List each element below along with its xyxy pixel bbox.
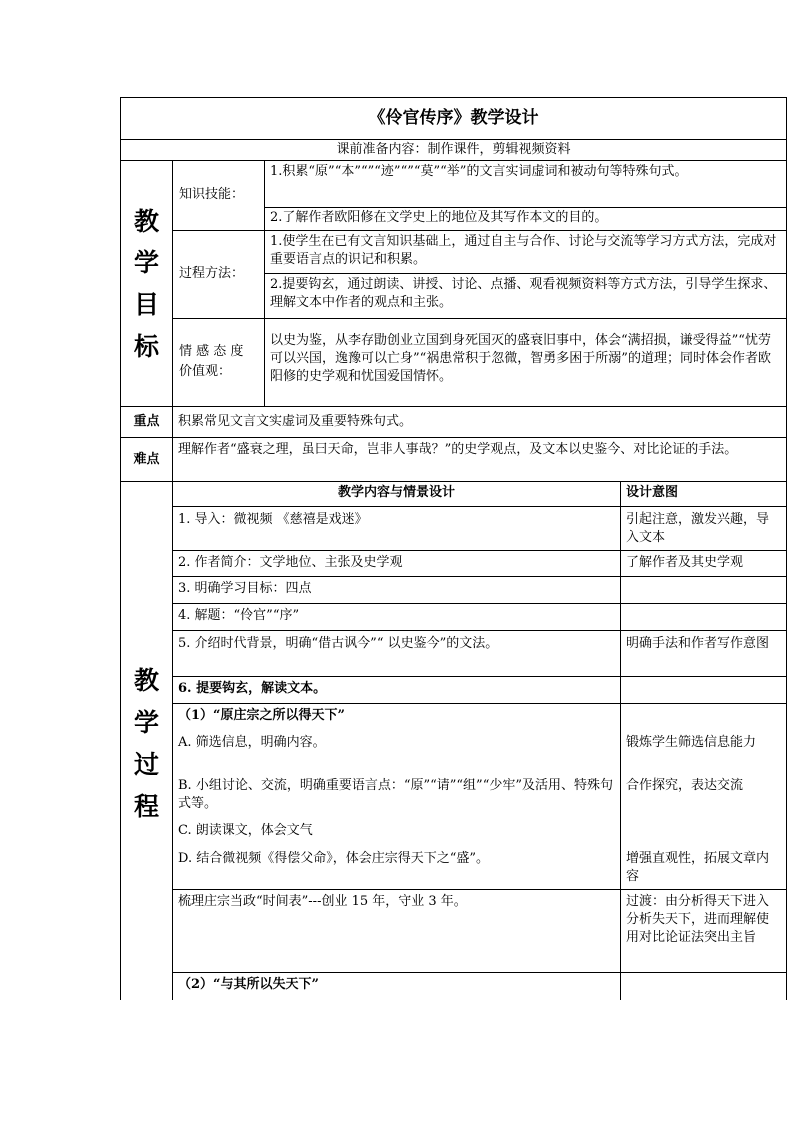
rule bbox=[172, 676, 786, 677]
page-title: 《伶官传序》教学设计 bbox=[368, 108, 539, 128]
table-row-content: 2. 作者简介：文学地位、主张及史学观 bbox=[178, 555, 403, 570]
rule bbox=[264, 160, 265, 406]
knowledge-label: 知识技能： bbox=[179, 187, 245, 202]
objectives-char-4: 标 bbox=[133, 332, 159, 361]
rule bbox=[172, 576, 786, 577]
part1-item-a-intent: 锻炼学生筛选信息能力 bbox=[626, 735, 757, 750]
rule bbox=[264, 207, 786, 208]
table-row-intent: 引起注意，激发兴趣，导入文本 bbox=[626, 512, 770, 545]
table-row-content: 6. 提要钩玄，解读文本。 bbox=[178, 681, 327, 696]
difficulty-label: 难点 bbox=[133, 452, 160, 467]
knowledge-item-2: 2.了解作者欧阳修在文学史上的地位及其写作本文的目的。 bbox=[270, 210, 608, 225]
rule bbox=[172, 506, 786, 507]
timeline-intent: 过渡：由分析得天下进入分析失天下，进而理解使用对比论证法突出主旨 bbox=[626, 894, 770, 945]
timeline-content: 梳理庄宗当政“时间表”---创业 15 年，守业 3 年。 bbox=[178, 894, 467, 909]
process-item-2: 2.提要钩玄，通过朗读、讲授、讨论、点播、观看视频资料等方式方法，引导学生探求、理解文本中作者的观点和主张。 bbox=[270, 277, 777, 310]
process-char-3: 过 bbox=[133, 750, 159, 779]
rule bbox=[120, 406, 786, 407]
emotion-text: 以史为鉴，从李存勖创业立国到身死国灭的盛衰旧事中，体会“满招损，谦受得益”“忧劳可以兴国，逸豫可以亡身”“祸患常积于忽微，智勇多困于所溺”的道理；同时体会作者欧阳修的史学观和忧国爱国情怀。 bbox=[270, 333, 771, 384]
table-row-content: 4. 解题：“伶官”“序” bbox=[178, 608, 300, 623]
rule bbox=[172, 889, 786, 890]
rule bbox=[172, 972, 786, 973]
table-row-content: 3. 明确学习目标：四点 bbox=[178, 581, 312, 596]
part1-item-d: D. 结合微视频《得偿父命》，体会庄宗得天下之“盛”。 bbox=[178, 851, 490, 866]
part1-item-b: B. 小组讨论、交流，明确重要语言点：“原”“请”“组”“少牢”及活用、特殊句式等。 bbox=[178, 778, 613, 811]
rule bbox=[172, 550, 786, 551]
part1-item-d-intent: 增强直观性，拓展文章内容 bbox=[626, 851, 770, 884]
part1-item-a: A. 筛选信息，明确内容。 bbox=[178, 735, 326, 750]
rule bbox=[264, 273, 786, 274]
part2-heading: （2）“与其所以失天下” bbox=[178, 977, 320, 992]
table-row-content: 5. 介绍时代背景，明确“借古讽今”“ 以史鉴今”的文法。 bbox=[178, 636, 499, 651]
key-point-text: 积累常见文言文实虚词及重要特殊句式。 bbox=[178, 414, 413, 429]
rule bbox=[172, 630, 786, 631]
process-item-1: 1.使学生在已有文言知识基础上，通过自主与合作、讨论与交流等学习方式方法，完成对重要语言点的识记和积累。 bbox=[270, 234, 777, 267]
part1-item-b-intent: 合作探究，表达交流 bbox=[626, 778, 744, 793]
rule bbox=[172, 603, 786, 604]
prep-note: 课前准备内容：制作课件，剪辑视频资料 bbox=[336, 142, 571, 157]
part1-item-c: C. 朗读课文，体会文气 bbox=[178, 823, 313, 838]
content-column-header: 教学内容与情景设计 bbox=[337, 485, 455, 500]
rule bbox=[120, 160, 786, 161]
rule bbox=[172, 160, 173, 1000]
process-char-1: 教 bbox=[133, 666, 159, 695]
rule bbox=[786, 97, 787, 1000]
rule bbox=[120, 437, 786, 438]
objectives-char-1: 教 bbox=[133, 207, 159, 236]
key-point-label: 重点 bbox=[133, 414, 160, 429]
objectives-char-3: 目 bbox=[133, 290, 159, 319]
process-char-4: 程 bbox=[133, 792, 159, 821]
table-row-intent: 明确手法和作者写作意图 bbox=[626, 636, 770, 651]
emotion-label-line1: 情 感 态 度 bbox=[179, 344, 244, 359]
emotion-label-line2: 价值观： bbox=[179, 364, 232, 379]
rule bbox=[172, 703, 786, 704]
difficulty-text: 理解作者“盛衰之理，虽曰天命，岂非人事哉？”的史学观点，及文本以史鉴今、对比论证的手法。 bbox=[178, 442, 738, 457]
rule bbox=[120, 481, 786, 482]
rule bbox=[620, 481, 621, 1000]
objectives-char-2: 学 bbox=[133, 248, 159, 277]
part1-heading: （1）“原庄宗之所以得天下” bbox=[178, 708, 346, 723]
rule bbox=[120, 139, 786, 140]
knowledge-item-1: 1.积累“原”“本”“”“迹”“”“莫”“举”的文言实词虚词和被动句等特殊句式。 bbox=[270, 164, 688, 179]
intent-column-header: 设计意图 bbox=[626, 485, 679, 500]
table-row-content: 1. 导入：微视频 《慈禧是戏迷》 bbox=[178, 512, 368, 527]
process-label: 过程方法： bbox=[179, 266, 245, 281]
table-row-intent: 了解作者及其史学观 bbox=[626, 555, 744, 570]
rule bbox=[120, 97, 786, 98]
process-char-2: 学 bbox=[133, 708, 159, 737]
